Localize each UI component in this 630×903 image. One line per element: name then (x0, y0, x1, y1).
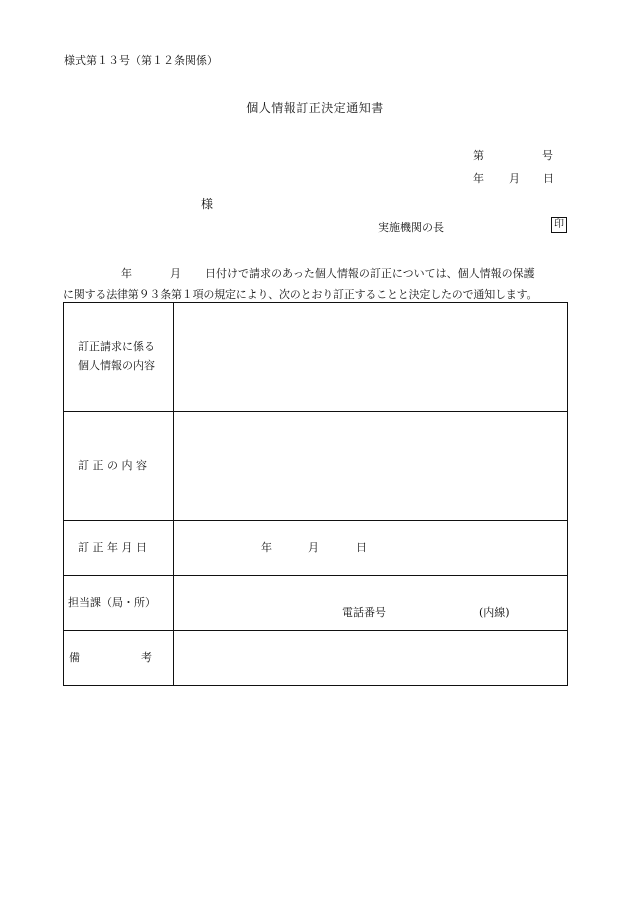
notice-date-day: 日 (543, 172, 554, 185)
correction-content-value-cell[interactable] (174, 412, 567, 520)
remarks-label-right: 考 (141, 651, 152, 664)
body-request-month: 月 (170, 267, 181, 280)
department-value-cell[interactable] (174, 576, 567, 630)
correction-content-label: 訂 正 の 内 容 (78, 459, 147, 472)
correction-date-label-cell (64, 521, 174, 575)
table-row-department (64, 576, 567, 631)
personal-info-label-line1: 訂正請求に係る (78, 340, 155, 353)
body-request-year: 年 (121, 267, 132, 280)
notice-number-suffix: 号 (542, 149, 553, 162)
table-row-correction-content (64, 412, 567, 521)
correction-date-day: 日 (356, 541, 367, 554)
body-text-line1: 日付けで請求のあった個人情報の訂正については、個人情報の保護 (205, 267, 535, 280)
personal-info-label-cell (64, 303, 174, 411)
personal-info-label-line2: 個人情報の内容 (78, 359, 155, 372)
remarks-label-cell (64, 631, 174, 685)
remarks-label-left: 備 (69, 651, 80, 664)
notice-date-year: 年 (473, 172, 484, 185)
addressee-honorific: 様 (201, 197, 214, 211)
remarks-value-cell[interactable] (174, 631, 567, 685)
sender-title: 実施機関の長 (378, 221, 444, 234)
correction-content-label-cell (64, 412, 174, 520)
correction-date-year: 年 (261, 541, 272, 554)
correction-form-table (63, 302, 568, 686)
table-row-personal-info (64, 303, 567, 412)
department-label-cell (64, 576, 174, 630)
department-label: 担当課（局・所） (68, 596, 156, 609)
seal-mark: 印 (551, 217, 567, 233)
table-row-correction-date (64, 521, 567, 576)
correction-date-label: 訂 正 年 月 日 (78, 541, 147, 554)
personal-info-value-cell[interactable] (174, 303, 567, 411)
form-number-label: 様式第１３号（第１２条関係） (64, 54, 218, 67)
notice-date-month: 月 (509, 172, 520, 185)
correction-date-month: 月 (308, 541, 319, 554)
phone-number-label: 電話番号 (342, 606, 386, 619)
notice-number-prefix: 第 (473, 149, 484, 162)
document-title: 個人情報訂正決定通知書 (246, 101, 384, 115)
body-text-line2: に関する法律第９３条第１項の規定により、次のとおり訂正することと決定したので通知します。 (63, 288, 538, 301)
extension-label: (内線) (479, 606, 510, 619)
table-row-remarks (64, 631, 567, 685)
correction-date-value-cell[interactable] (174, 521, 567, 575)
